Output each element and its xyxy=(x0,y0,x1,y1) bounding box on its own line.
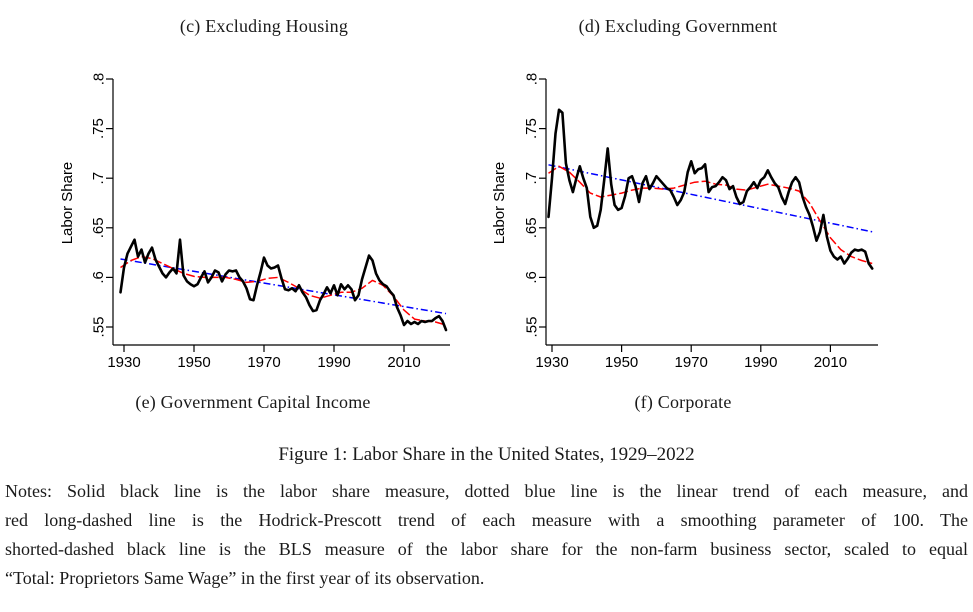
y-tick-label: .6 xyxy=(523,271,541,284)
y-tick-label: .6 xyxy=(90,271,108,284)
y-tick-label: .75 xyxy=(523,118,541,140)
figure-notes xyxy=(5,477,968,593)
chart-excluding-housing xyxy=(55,60,485,380)
x-tick-label: 1930 xyxy=(535,354,569,371)
x-tick-label: 1950 xyxy=(604,354,639,371)
notes-line: shorted-dashed black line is the BLS measure of the labor share for the non-farm business sector, scaled to equal xyxy=(5,539,968,559)
y-tick-label: .55 xyxy=(90,316,108,338)
labor-share-line xyxy=(121,240,447,330)
x-tick-label: 1930 xyxy=(107,354,141,371)
y-tick-label: .75 xyxy=(90,118,108,140)
hp-trend-line xyxy=(121,257,447,325)
x-tick-label: 1950 xyxy=(177,354,211,371)
x-tick-label: 1970 xyxy=(247,354,281,371)
chart-canvas xyxy=(55,60,485,380)
chart-excluding-government xyxy=(487,60,917,380)
x-tick-label: 1970 xyxy=(674,354,708,371)
y-tick-label: .65 xyxy=(523,217,541,239)
panel-title-f: (f) Corporate xyxy=(634,392,732,412)
chart-canvas xyxy=(487,60,917,380)
x-tick-label: 2010 xyxy=(387,354,421,371)
figure-caption: Figure 1: Labor Share in the United States, 1929–2022 xyxy=(278,444,695,465)
labor-share-line xyxy=(549,110,873,269)
y-tick-label: .7 xyxy=(523,171,541,185)
y-tick-label: .55 xyxy=(523,316,541,338)
x-tick-label: 1990 xyxy=(744,354,778,371)
x-tick-label: 2010 xyxy=(813,354,848,371)
y-tick-label: .8 xyxy=(90,72,108,86)
notes-line: “Total: Proprietors Same Wage” in the first year of its observation. xyxy=(5,568,485,588)
y-tick-label: .8 xyxy=(523,72,541,86)
notes-line: Notes: Solid black line is the labor share measure, dotted blue line is the linear trend of each measure, and xyxy=(5,481,968,501)
y-tick-label: .65 xyxy=(90,217,108,239)
y-axis-title: Labor Share xyxy=(59,161,76,245)
panel-title-e: (e) Government Capital Income xyxy=(135,392,371,412)
x-tick-label: 1990 xyxy=(317,354,351,371)
y-tick-label: .7 xyxy=(90,171,108,185)
panel-title-c: (c) Excluding Housing xyxy=(179,16,349,36)
notes-line: red long-dashed line is the Hodrick-Prescott trend of each measure with a smoothing parameter of 100. The xyxy=(5,510,968,530)
y-axis-title: Labor Share xyxy=(491,161,508,245)
panel-title-d: (d) Excluding Government xyxy=(578,16,778,36)
